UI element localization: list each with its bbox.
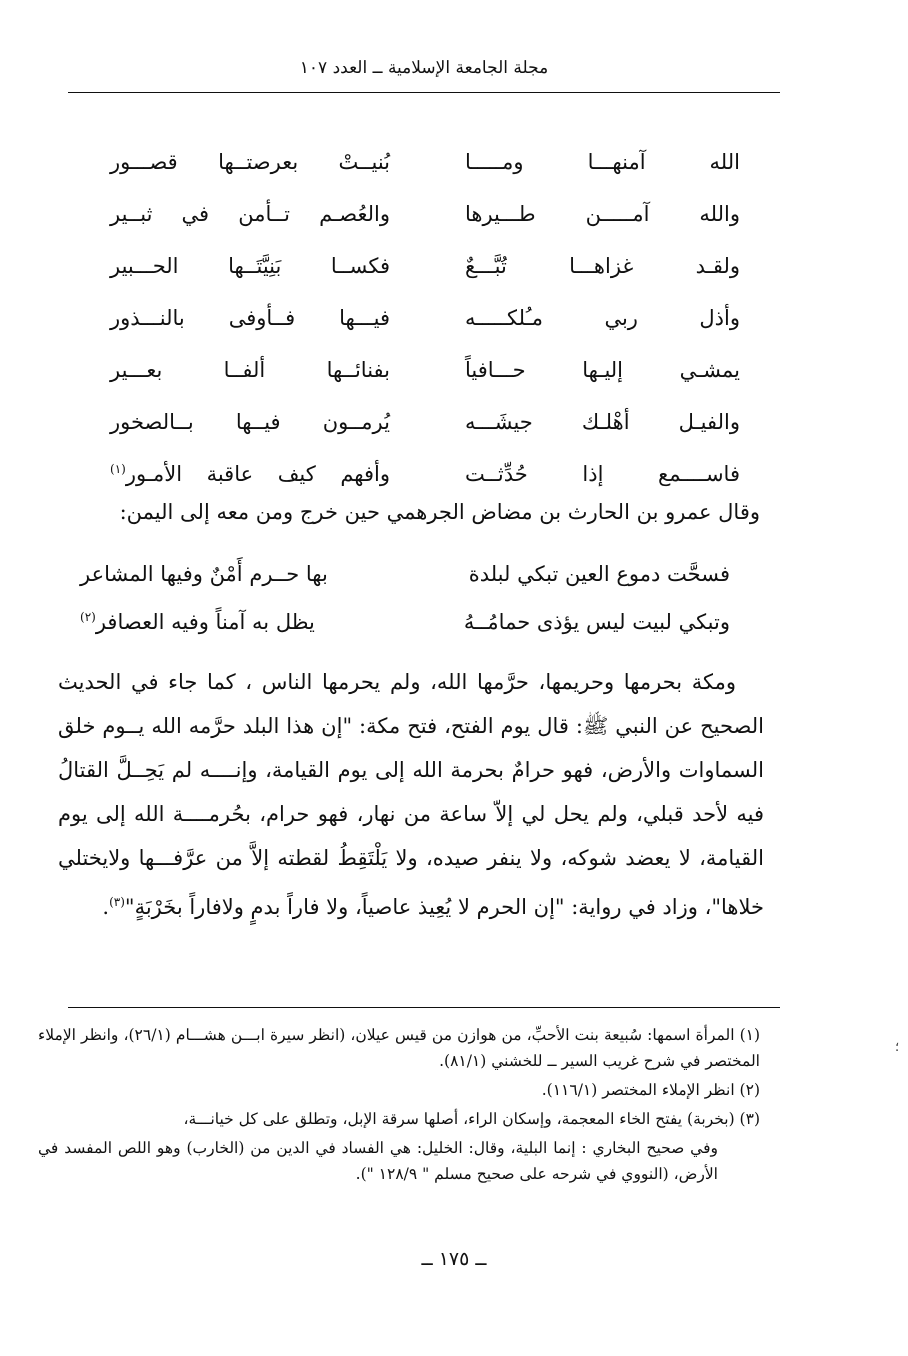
verse-first-hemistich: ولقـد غزاهـــا تُبَّـــعٌ	[465, 254, 740, 278]
verse-second-hemistich: بفنائــها ألفــا بعـــير	[110, 358, 390, 382]
verse-text: وأفهم كيف عاقبة الأمـور	[125, 462, 390, 486]
page-number: ــ ١٧٥ ــ	[421, 1248, 487, 1270]
intro-line: وقال عمرو بن الحارث بن مضاض الجرهمي حين خرج ومن معه إلى اليمن:	[119, 500, 760, 524]
verse-second-hemistich: بُنيــتْ بعرصتــها قصـــور	[110, 150, 390, 174]
margin-mark: ؛	[895, 1040, 900, 1055]
verse-first-hemistich: يمشـي إليـها حـــافياً	[465, 358, 740, 382]
poem-verse	[80, 562, 730, 610]
verse-first-hemistich: والله آمـــــن طـــيرها	[465, 202, 740, 226]
body-paragraph	[58, 660, 764, 929]
poem-verse	[110, 254, 740, 306]
footnote: (٣) (بخربة) يفتح الخاء المعجمة، وإسكان الراء، أصلها سرقة الإبل، وتطلق على كل خيانـــة،	[183, 1110, 760, 1128]
footnote-ref: (٢)	[80, 610, 96, 624]
footnote-ref: (٣)	[109, 895, 125, 909]
footnote-ref: (١)	[110, 462, 126, 476]
verse-first-hemistich: فاســــمع إذا حُدِّثــت	[465, 462, 740, 486]
second-poem-block	[80, 562, 730, 658]
verse-first-hemistich: والفيـل أهْلـك جيشَـــه	[465, 410, 740, 434]
body-text: ومكة بحرمها وحريمها، حرَّمها الله، ولم يحرمها الناس ، كما جاء في الحديث الصحيح عن النبي ﷺ: قال يوم الفتح، فتح مكة: "إن هذا البلد حرَّمه الله يــوم خلق السماوات والأرض، فهو حرامٌ بحرمة الله إلى يوم القيامة، وإنــــه لم يَحِــلَّ القتالُ فيه لأحد قبلي، ولم يحل لي إلاّ ساعة من نهار، فهو حرام، بحُرمــــة الله إلى يوم القيامة، لا يعضد شوكه، ولا ينفر صيده، ولا يَلْتَقِطُ لقطته إلاَّ من عرَّفـــها ولايختلي خلاها"، وزاد في رواية: "إن الحرم لا يُعِيذ عاصياً، ولا فاراً بدمٍ ولافاراً بخَرْبَةٍ"	[58, 670, 764, 919]
header-rule	[68, 92, 780, 93]
poem-verse	[110, 150, 740, 202]
verse-first-hemistich: وأذل ربي مـُلكـــــه	[465, 306, 740, 330]
footnote: (١) المرأة اسمها: سُبيعة بنت الأحبِّ، من هوازن من قيس عيلان، (انظر سيرة ابـــن هشـــام (٢٦/١)، وانظر الإملاء المختصر في شرح غريب السير ــ للخشني (٨١/١).	[38, 1026, 761, 1070]
poem-verse	[110, 202, 740, 254]
body-end-punct: .	[102, 895, 110, 919]
verse-second-hemistich: فكســا بَنِيَّتَــها الحـــبير	[110, 254, 390, 278]
verse-second-hemistich: يُرمــون فيــها بــالصخور	[110, 410, 390, 434]
verse-first-hemistich: الله آمنهـــا ومـــــا	[465, 150, 740, 174]
footnote: (٢) انظر الإملاء المختصر (١١٦/١).	[541, 1081, 760, 1099]
verse-second-hemistich	[80, 610, 315, 634]
verse-first-hemistich: وتبكي لبيت ليس يؤذى حمامُــهُ	[463, 610, 730, 634]
poem-verse	[110, 358, 740, 410]
verse-second-hemistich	[110, 462, 390, 486]
verse-text: يظل به آمناً وفيه العصافر	[95, 610, 315, 634]
verse-second-hemistich: فيـــها فــأوفى بالنـــذور	[110, 306, 390, 330]
poem-block	[110, 150, 740, 514]
verse-second-hemistich: والعُصـم تــأمن في ثبــير	[110, 202, 390, 226]
footnotes	[38, 1022, 760, 1190]
poem-verse	[110, 410, 740, 462]
footnote-continuation: وفي صحيح البخاري : إنما البلية، وقال: الخليل: هي الفساد في الدين من (الخارب) وهو اللص المفسد في الأرض، (النووي في شرحه على صحيح مسلم " ١٢٨/٩ ").	[38, 1139, 718, 1183]
footnote-rule	[68, 1007, 780, 1008]
running-header: مجلة الجامعة الإسلامية ــ العدد ١٠٧	[299, 58, 549, 78]
poem-verse	[110, 306, 740, 358]
verse-first-hemistich: فسحَّت دموع العين تبكي لبلدة	[468, 562, 730, 586]
poem-verse	[80, 610, 730, 658]
verse-second-hemistich: بها حــرم أَمْنٌ وفيها المشاعر	[80, 562, 328, 586]
